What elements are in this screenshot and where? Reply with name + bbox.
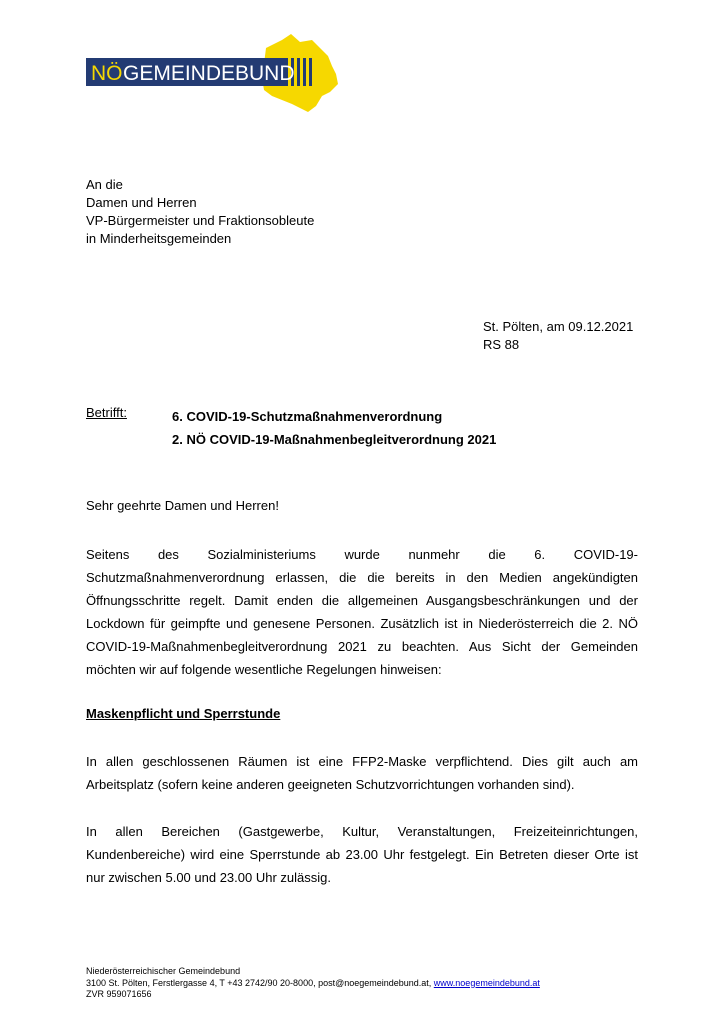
subject-label: Betrifft: xyxy=(86,405,127,420)
section-heading: Maskenpflicht und Sperrstunde xyxy=(86,706,281,721)
noe-gemeindebund-logo xyxy=(86,34,340,112)
date-block xyxy=(483,318,633,354)
footer-address-line xyxy=(86,978,540,990)
subject-lines xyxy=(172,405,496,451)
subject-line-2: 2. NÖ COVID-19-Maßnahmenbegleitverordnung 2021 xyxy=(172,432,497,447)
footer-zvr: ZVR 959071656 xyxy=(86,989,152,999)
logo-graphic xyxy=(86,34,340,112)
paragraph-intro: Seitens des Sozialministeriums wurde nunmehr die 6. COVID-19-Schutzmaßnahmenverordnung erlassen, die die bereits in den Medien angekündigten Öffnungsschritte regelt. Damit enden die allgemeinen Ausgangsbeschränkungen und der Lockdown für geimpfte und genesene Personen. Zusätzlich ist in Niederösterreich die 2. NÖ COVID-19-Maßnahmenbegleitverordnung 2021 zu beachten. Aus Sicht der Gemeinden möchten wir auf folgende wesentliche Regelungen hinweisen: xyxy=(86,547,638,677)
recipient-line: An die xyxy=(86,177,123,192)
footer-org: Niederösterreichischer Gemeindebund xyxy=(86,966,241,976)
salutation: Sehr geehrte Damen und Herren! xyxy=(86,498,279,513)
subject-line-1: 6. COVID-19-Schutzmaßnahmenverordnung xyxy=(172,409,443,424)
footer-address: 3100 St. Pölten, Ferstlergasse 4, T +43 2742/90 20-8000, post@noegemeindebund.at, xyxy=(86,977,434,988)
footer xyxy=(86,966,540,1001)
place-date: St. Pölten, am 09.12.2021 xyxy=(483,319,634,334)
paragraph-mask: In allen geschlossenen Räumen ist eine FFP2-Maske verpflichtend. Dies gilt auch am Arbeitsplatz (sofern keine anderen geeigneten Schutzvorrichtungen vorhanden sind). xyxy=(86,754,638,792)
recipient-address xyxy=(86,176,314,248)
reference-number: RS 88 xyxy=(483,337,520,352)
recipient-line: VP-Bürgermeister und Fraktionsobleute xyxy=(86,213,315,228)
recipient-line: in Minderheitsgemeinden xyxy=(86,231,232,246)
recipient-line: Damen und Herren xyxy=(86,195,197,210)
logo-prefix: NÖ xyxy=(91,62,123,85)
paragraph-curfew: In allen Bereichen (Gastgewerbe, Kultur, Veranstaltungen, Freizeiteinrichtungen, Kundenbereiche) wird eine Sperrstunde ab 23.00 Uhr festgelegt. Ein Betreten dieser Orte ist nur zwischen 5.00 und 23.00 Uhr zulässig. xyxy=(86,824,638,885)
logo-name: GEMEINDEBUND xyxy=(123,62,295,85)
footer-website-link[interactable]: www.noegemeindebund.at xyxy=(433,977,540,988)
